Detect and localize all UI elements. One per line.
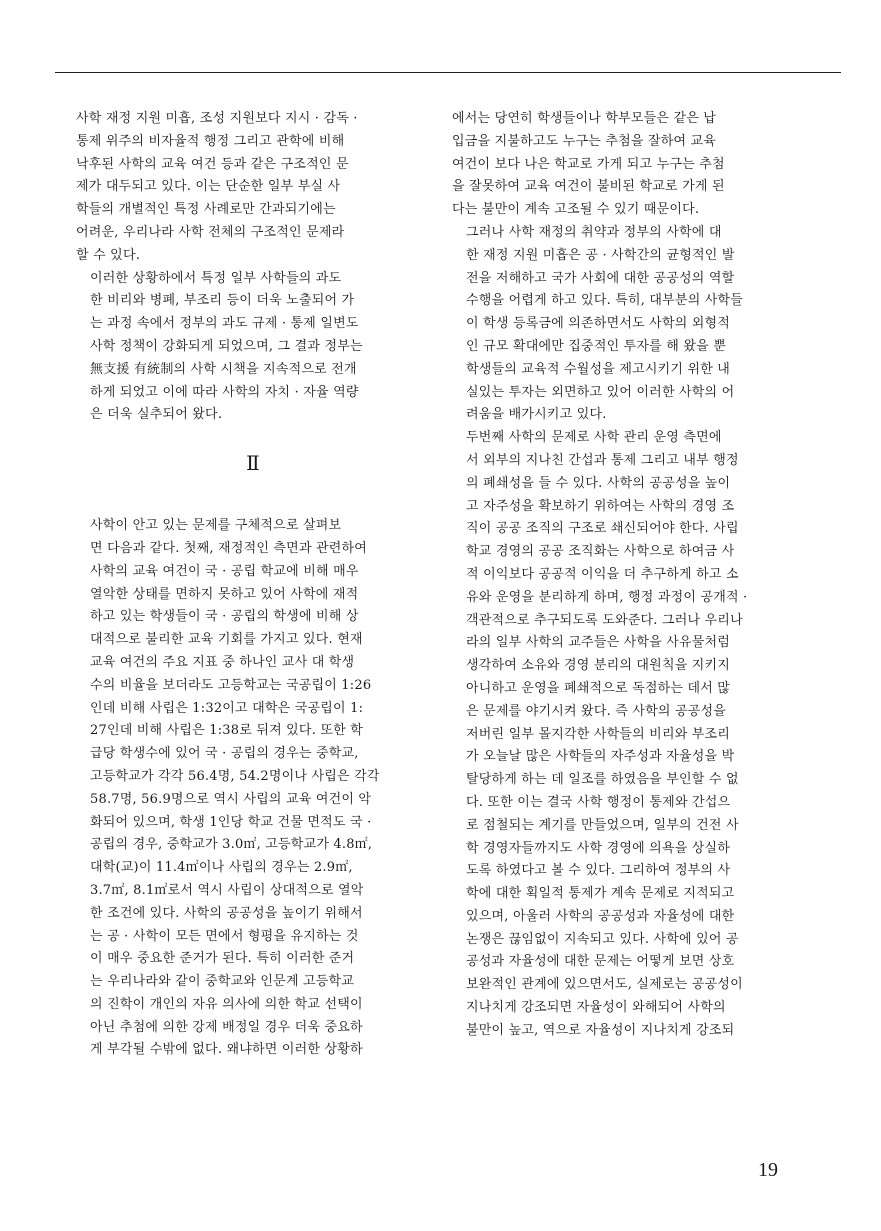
text-line: 보완적인 관계에 있으면서도, 실제로는 공공성이 bbox=[466, 977, 743, 993]
text-line: 있으며, 아울러 사학의 공공성과 자율성에 대한 bbox=[466, 908, 735, 924]
text-line: 로 점철되는 계기를 만들었으며, 일부의 건전 사 bbox=[466, 817, 739, 833]
text-line: 두번째 사학의 문제로 사학 관리 운영 측면에 bbox=[466, 430, 722, 446]
text-line: 공성과 자율성에 대한 문제는 어떻게 보면 상호 bbox=[466, 954, 735, 970]
text-line: 3.7㎡, 8.1㎡로서 역시 사립이 상대적으로 열악 bbox=[90, 882, 364, 898]
text-line: 할 수 있다. bbox=[76, 247, 141, 263]
text-line: 고 자주성을 확보하기 위하여는 사학의 경영 조 bbox=[466, 498, 735, 514]
text-line: 에서는 당연히 학생들이나 학부모들은 같은 납 bbox=[452, 111, 717, 126]
paragraph-right-3 bbox=[452, 427, 806, 1043]
text-line: 은 더욱 실추되어 왔다. bbox=[90, 407, 223, 423]
text-line: 사학 정책이 강화되게 되었으며, 그 결과 정부는 bbox=[90, 338, 363, 354]
text-line: 아니하고 운영을 폐쇄적으로 독점하는 데서 많 bbox=[466, 680, 731, 696]
paragraph-right-2 bbox=[452, 222, 806, 427]
text-line: 어려운, 우리나라 사학 전체의 구조적인 문제라 bbox=[76, 224, 345, 240]
text-line: 생각하여 소유와 경영 분리의 대원칙을 지키지 bbox=[466, 658, 731, 674]
text-line: 대적으로 불리한 교육 기회를 가지고 있다. 현재 bbox=[90, 632, 363, 648]
text-line: 한 재정 지원 미흡은 공 · 사학간의 균형적인 발 bbox=[466, 247, 735, 263]
text-line: 공립의 경우, 중학교가 3.0㎡, 고등학교가 4.8㎡, bbox=[90, 837, 373, 853]
text-line: 가 오늘날 많은 사학들의 자주성과 자율성을 박 bbox=[466, 749, 735, 765]
text-line: 서 외부의 지나친 간섭과 통제 그리고 내부 행정 bbox=[466, 452, 739, 468]
text-line: 전을 저해하고 국가 사회에 대한 공공성의 역할 bbox=[466, 270, 735, 286]
page-number: 19 bbox=[758, 1159, 778, 1181]
paragraph-left-1 bbox=[76, 108, 430, 268]
text-line: 수의 비율을 보더라도 고등학교는 국공립이 1:26 bbox=[90, 677, 372, 693]
text-line: 도록 하였다고 볼 수 있다. 그리하여 정부의 사 bbox=[466, 863, 731, 879]
text-line: 입금을 지불하고도 누구는 추첨을 잘하여 교육 bbox=[452, 133, 717, 149]
text-line: 의 폐쇄성을 들 수 있다. 사학의 공공성을 높이 bbox=[466, 475, 731, 491]
text-line: 대학(교)이 11.4㎡이나 사립의 경우는 2.9㎡, bbox=[90, 860, 353, 876]
text-line: 교육 여건의 주요 지표 중 하나인 교사 대 학생 bbox=[90, 654, 355, 670]
text-line: 이 학생 등록금에 의존하면서도 사학의 외형적 bbox=[466, 316, 731, 332]
text-line: 사학의 교육 여건이 국 · 공립 학교에 비해 매우 bbox=[90, 563, 359, 579]
text-line: 지나치게 강조되면 자율성이 와해되어 사학의 bbox=[466, 1000, 726, 1016]
header-rule bbox=[55, 72, 841, 73]
text-line: 학들의 개별적인 특정 사례로만 간과되기에는 bbox=[76, 202, 336, 218]
text-line: 는 과정 속에서 정부의 과도 규제 · 통제 일변도 bbox=[90, 316, 359, 332]
right-column bbox=[452, 108, 806, 1043]
text-line: 이러한 상황하에서 특정 일부 사학들의 과도 bbox=[90, 270, 342, 286]
text-line: 다는 불만이 계속 고조될 수 있기 때문이다. bbox=[452, 202, 700, 218]
text-line: 적 이익보다 공공적 이익을 더 추구하게 하고 소 bbox=[466, 566, 739, 582]
text-line: 불만이 높고, 역으로 자율성이 지나치게 강조되 bbox=[466, 1022, 735, 1038]
text-line: 학교 경영의 공공 조직화는 사학으로 하여금 사 bbox=[466, 544, 735, 560]
text-line: 의 진학이 개인의 자유 의사에 의한 학교 선택이 bbox=[90, 996, 363, 1012]
text-line: 면 다음과 같다. 첫째, 재정적인 측면과 관련하여 bbox=[90, 540, 368, 556]
text-line: 을 잘못하여 교육 여건이 불비된 학교로 가게 된 bbox=[452, 179, 725, 195]
text-line: 인 규모 확대에만 집중적인 투자를 해 왔을 뿐 bbox=[466, 338, 726, 354]
text-line: 직이 공공 조직의 구조로 쇄신되어야 한다. 사립 bbox=[466, 521, 739, 537]
text-line: 실있는 투자는 외면하고 있어 이러한 사학의 어 bbox=[466, 384, 735, 400]
paragraph-left-3 bbox=[76, 515, 430, 1062]
text-line: 인데 비해 사립은 1:32이고 대학은 국공립이 1: bbox=[90, 700, 364, 716]
left-column bbox=[76, 108, 430, 1062]
paragraph-right-1 bbox=[452, 108, 806, 222]
text-line: 학 경영자들까지도 사학 경영에 의욕을 상실하 bbox=[466, 840, 731, 856]
text-line: 그러나 사학 재정의 취약과 정부의 사학에 대 bbox=[466, 224, 722, 240]
text-line: 통제 위주의 비자율적 행정 그리고 관학에 비해 bbox=[76, 133, 345, 149]
text-line: 낙후된 사학의 교육 여건 등과 같은 구조적인 문 bbox=[76, 156, 349, 172]
text-line: 제가 대두되고 있다. 이는 단순한 일부 부실 사 bbox=[76, 179, 341, 195]
text-line: 은 문제를 야기시켜 왔다. 즉 사학의 공공성을 bbox=[466, 703, 726, 719]
text-line: 無支援 有統制의 사학 시책을 지속적으로 전개 bbox=[90, 361, 357, 377]
text-line: 유와 운영을 분리하게 하며, 행정 과정이 공개적 · bbox=[466, 589, 748, 605]
paragraph-left-2 bbox=[76, 268, 430, 428]
text-line: 한 조건에 있다. 사학의 공공성을 높이기 위해서 bbox=[90, 905, 363, 921]
text-line: 한 비리와 병폐, 부조리 등이 더욱 노출되어 가 bbox=[90, 293, 355, 309]
text-line: 하게 되었고 이에 따라 사학의 자치 · 자율 역량 bbox=[90, 384, 359, 400]
text-line: 는 공 · 사학이 모든 면에서 형평을 유지하는 것 bbox=[90, 928, 359, 944]
text-line: 수행을 어렵게 하고 있다. 특히, 대부분의 사학들 bbox=[466, 293, 744, 309]
text-line: 논쟁은 끊임없이 지속되고 있다. 사학에 있어 공 bbox=[466, 931, 739, 947]
text-line: 58.7명, 56.9명으로 역시 사립의 교육 여건이 악 bbox=[90, 791, 372, 807]
text-line: 게 부각될 수밖에 없다. 왜냐하면 이러한 상황하 bbox=[90, 1042, 363, 1058]
text-line: 여건이 보다 나은 학교로 가게 되고 누구는 추첨 bbox=[452, 156, 725, 172]
text-line: 사학이 안고 있는 문제를 구체적으로 살펴보 bbox=[90, 518, 342, 534]
text-line: 27인데 비해 사립은 1:38로 뒤져 있다. 또한 학 bbox=[90, 723, 363, 739]
text-line: 학생들의 교육적 수월성을 제고시키기 위한 내 bbox=[466, 361, 731, 377]
text-line: 다. 또한 이는 결국 사학 행정이 통제와 간섭으 bbox=[466, 794, 731, 810]
text-line: 라의 일부 사학의 교주들은 사학을 사유물처럼 bbox=[466, 635, 731, 651]
text-line: 는 우리나라와 같이 중학교와 인문계 고등학교 bbox=[90, 974, 355, 990]
text-line: 급당 학생수에 있어 국 · 공립의 경우는 중학교, bbox=[90, 746, 359, 762]
text-line: 객관적으로 추구되도록 도와준다. 그러나 우리나 bbox=[466, 612, 743, 628]
section-heading: Ⅱ bbox=[246, 451, 260, 476]
text-line: 이 매우 중요한 준거가 된다. 특히 이러한 준거 bbox=[90, 951, 355, 967]
text-line: 사학 재정 지원 미흡, 조성 지원보다 지시 · 감독 · bbox=[76, 111, 358, 126]
text-line: 저버린 일부 몰지각한 사학들의 비리와 부조리 bbox=[466, 726, 731, 742]
text-line: 려움을 배가시키고 있다. bbox=[466, 407, 607, 423]
text-line: 아닌 추첨에 의한 강제 배정일 경우 더욱 중요하 bbox=[90, 1019, 363, 1035]
text-line: 학에 대한 획일적 통제가 계속 문제로 지적되고 bbox=[466, 886, 735, 902]
text-line: 열악한 상태를 면하지 못하고 있어 사학에 재적 bbox=[90, 586, 359, 602]
text-line: 탈당하게 하는 데 일조를 하였음을 부인할 수 없 bbox=[466, 772, 739, 788]
text-line: 고등학교가 각각 56.4명, 54.2명이나 사립은 각각 bbox=[90, 768, 380, 784]
text-line: 화되어 있으며, 학생 1인당 학교 건물 면적도 국 · bbox=[90, 814, 372, 830]
text-line: 하고 있는 학생들이 국 · 공립의 학생에 비해 상 bbox=[90, 609, 359, 625]
